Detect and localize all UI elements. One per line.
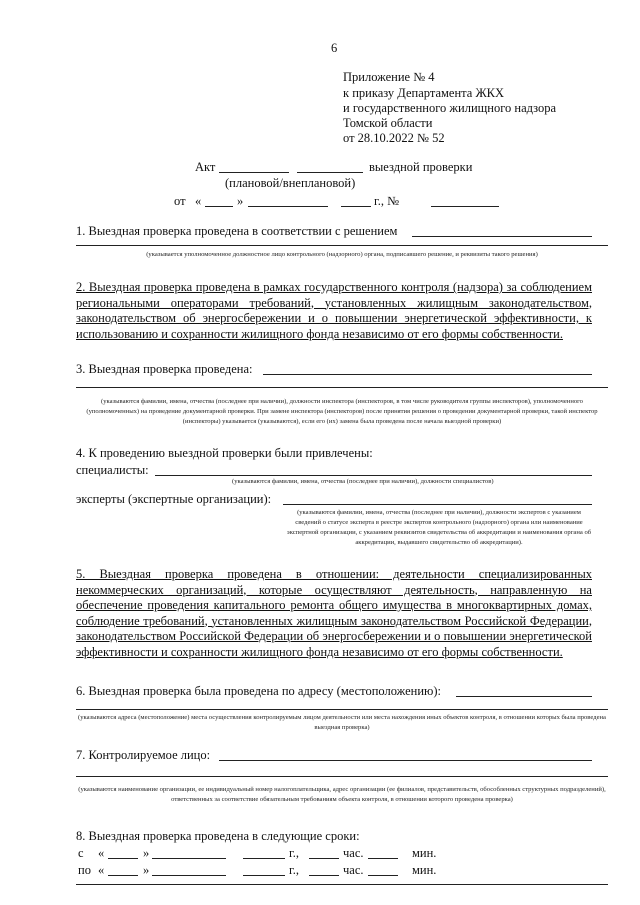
s2-text: 2. Выездная проверка проведена в рамках государственного контроля (надзора) за соблюдением региональными операторами требований, установленных жилищным законодательством, законодательством об энергосбережении и о повышении энергетической эффективности, к использованию и сохранности жилищного фонда независимо от его формы собственности. <box>76 280 592 341</box>
title-blank-1[interactable] <box>219 172 289 173</box>
s8-to-day-blank[interactable] <box>108 875 138 876</box>
s4-specialists-label: специалисты: <box>76 463 149 477</box>
s3-inline-blank[interactable] <box>263 374 592 375</box>
header-line-1: Приложение № 4 <box>343 70 435 84</box>
s8-from-label: с <box>78 846 84 860</box>
s8-to-year-blank[interactable] <box>243 875 285 876</box>
s8-from-rq: » <box>143 846 150 860</box>
s8-from-minutes: мин. <box>412 846 437 860</box>
s8-from-day-blank[interactable] <box>108 858 138 859</box>
s8-from-minutes-blank[interactable] <box>368 858 398 859</box>
header-line-5: от 28.10.2022 № 52 <box>343 131 445 145</box>
s8-from-year: г., <box>289 846 299 860</box>
s8-to-hours-blank[interactable] <box>309 875 339 876</box>
s3-text: 3. Выездная проверка проведена: <box>76 362 253 376</box>
s6-note: (указываются адреса (местоположение) места осуществления контролируемым лицом деятельности или места нахождения иных объектов контроля, в отношении которых была проведена выездная проверка) <box>78 714 606 731</box>
s5-text: 5. Выездная проверка проведена в отношении: деятельности специализированных некоммерческих организаций, которые осуществляют деятельность, направленную на обеспечение проведения капитального ремонта общего имущества в многоквартирных домах, соблюдение требований, установленных жилищным законодательством Российской Федерации, законодательством Российской Федерации об энергосбережении и о повышении энергетической эффективности и сохранности жилищного фонда независимо от его формы собственности. <box>76 567 592 659</box>
header-line-3: и государственного жилищного надзора <box>343 101 557 115</box>
title-year-blank[interactable] <box>341 206 371 207</box>
s7-inline-blank[interactable] <box>219 760 592 761</box>
s8-from-hours-blank[interactable] <box>309 858 339 859</box>
s8-to-lq: « <box>98 863 105 877</box>
s1-full-blank[interactable] <box>76 245 608 246</box>
s6-inline-blank[interactable] <box>456 696 592 697</box>
s8-from-hours: час. <box>343 846 364 860</box>
title-day-blank[interactable] <box>205 206 233 207</box>
s4-experts-label: эксперты (экспертные организации): <box>76 492 272 506</box>
s4-experts-note: (указываются фамилии, имена, отчества (последнее при наличии), должности экспертов с указанием сведений о статусе эксперта в реестре экспертов контрольного (надзорного) органа или наименование экспертной организации, с указанием реквизитов свидетельства об аккредитации и наименования органа об аккредитации, выдавшего свидетельство об аккредитации). <box>286 509 592 546</box>
title-from: от <box>174 194 186 208</box>
title-blank-2[interactable] <box>297 172 363 173</box>
s8-text: 8. Выездная проверка проведена в следующие сроки: <box>76 829 360 843</box>
title-akt: Акт <box>195 160 216 174</box>
title-lq: « <box>195 194 202 208</box>
s8-to-month-blank[interactable] <box>152 875 226 876</box>
s7-note: (указываются наименование организации, ее индивидуальный номер налогоплательщика, адрес организации (ее филиалов, представительств, обособленных структурных подразделений), ответственных за соответствие обязательным требованиям объекта контроля, в отношении которого проведена проверка) <box>78 786 606 803</box>
s1-text: 1. Выездная проверка проведена в соответствии с решением <box>76 224 398 238</box>
s4-experts-blank[interactable] <box>283 504 592 505</box>
title-type-hint: (плановой/внеплановой) <box>225 176 356 190</box>
s6-full-blank[interactable] <box>76 709 608 710</box>
s7-full-blank[interactable] <box>76 776 608 777</box>
bottom-rule <box>76 884 608 885</box>
title-month-blank[interactable] <box>248 206 328 207</box>
s8-from-lq: « <box>98 846 105 860</box>
s8-from-month-blank[interactable] <box>152 858 226 859</box>
s1-note: (указывается уполномоченное должностное лицо контрольного (надзорного) органа, подписавшего решение, и реквизиты такого решения) <box>146 251 538 258</box>
s8-to-minutes: мин. <box>412 863 437 877</box>
s8-to-minutes-blank[interactable] <box>368 875 398 876</box>
s4-specialists-note: (указываются фамилии, имена, отчества (последнее при наличии), должности специалистов) <box>232 478 494 485</box>
s8-to-rq: » <box>143 863 150 877</box>
s7-text: 7. Контролируемое лицо: <box>76 748 211 762</box>
s8-to-year: г., <box>289 863 299 877</box>
title-suffix: выездной проверки <box>369 160 473 174</box>
s3-note: (указываются фамилии, имена, отчества (последнее при наличии), должности инспектора (инспекторов, в том числе руководителя группы инспекторов), уполномоченного (уполномоченных) на проведение документарной проверки. При замене инспектора (инспекторов) после принятия решения о проведении документарной проверки, такой инспектор (инспекторы) указывается (указываются), если его (их) замена была проведена после начала выездной проверки) <box>86 398 598 425</box>
s8-from-year-blank[interactable] <box>243 858 285 859</box>
s4-text: 4. К проведению выездной проверки были привлечены: <box>76 446 373 460</box>
title-number-blank[interactable] <box>431 206 499 207</box>
header-line-2: к приказу Департамента ЖКХ <box>343 86 505 100</box>
header-line-4: Томской области <box>343 116 433 130</box>
s1-inline-blank[interactable] <box>412 236 592 237</box>
s8-to-hours: час. <box>343 863 364 877</box>
s3-full-blank[interactable] <box>76 387 608 388</box>
page-number: 6 <box>331 41 338 55</box>
s4-specialists-blank[interactable] <box>155 475 592 476</box>
title-rq: » <box>237 194 244 208</box>
title-year-no: г., № <box>374 194 400 208</box>
s8-to-label: по <box>78 863 91 877</box>
s6-text: 6. Выездная проверка была проведена по адресу (местоположению): <box>76 684 442 698</box>
